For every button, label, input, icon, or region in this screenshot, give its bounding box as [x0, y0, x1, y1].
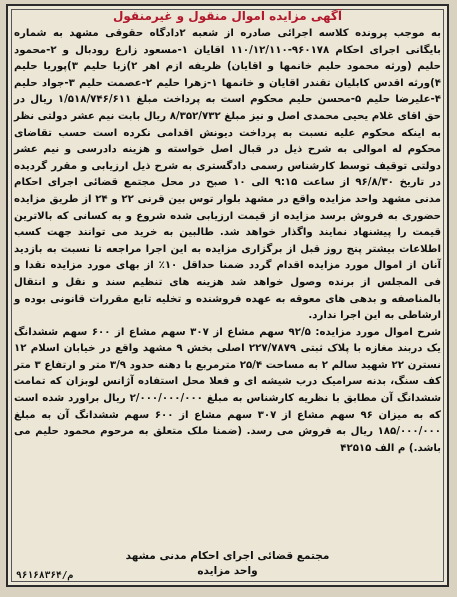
property-description: شرح اموال مورد مزایده: ۹۲/۵ سهم مشاع از ۳۰۷ سهم مشاع از ۶۰۰ سهم ششدانگ یک دربند مغازه با پلاک ثبتی ۲۲۷/۷۸۷۹ اصلی بخش ۹ مشهد واقع در خیابان اسلام ۱۲ نسترن ۲۲ شهید سالم ۲ به مساحت ۲۵/۴ مترمربع با دهنه حدود ۳/۹ متر و ارتفاع ۳ متر کف سنگ، بدنه سرامیک درب شیشه ای و فعلا محل استفاده آژانس لوبزان که تمامت ششدانگ آن مطابق با نظریه کارشناس به مبلغ ۲/۰۰۰/۰۰۰/۰۰۰ ریال براورد شده است که به میزان ۹۶ سهم مشاع از ۳۰۷ سهم مشاع از ۶۰۰ سهم ششدانگ آن به مبلغ ۱۸۵/۰۰۰/۰۰۰ ریال به فروش می رسد. (ضمنا ملک متعلق به مرحوم محمود حلیم می باشد.) م الف ۴۲۵۱۵: [14, 326, 441, 454]
notice-code: ۹۶۱۶۸۳۶۴/م: [16, 570, 74, 581]
notice-body: [14, 26, 441, 457]
notice-title: آگهی مزایده اموال منقول و غیرمنقول: [113, 9, 342, 23]
notice-paragraph: به موجب پرونده کلاسه اجرائی صادره از شعبه ۲دادگاه حقوقی مشهد به شماره بایگانی اجرای احکام ۹۶۰۱۷۸-۱۱۰/۱۲/۱۱۰ اقایان ۱-مسعود زارع رودبال و ۲-محمود حلیم (ورثه محمود حلیم خانمها و اقایان) ظریفه ازم اهر ۲)زبا حلیم ۳)پوریا حلیم ۴)ورثه اقدس کابلیان تقندر اقایان و خانمها ۱-زهرا حلیم ۲-عصمت حلیم ۳-جواد حلیم ۴-علیرضا حلیم ۵-محسن حلیم محکوم است به پرداخت مبلغ ۱/۵۱۸/۷۴۶/۶۱۱ ریال در حق اقای غلام یحیی محمدی اصل و نیز مبلغ ۸/۳۵۲/۷۳۲ ریال بابت نیم عشر دولتی نظر به اینکه محکوم علیه نسبت به پرداخت دیونش اقدامی نکرده است حسب تقاضای محکوم له اموالی به شرح ذیل در قبال اصل خواسته و هزینه دادرسی و نیم عشر دولتی توقیف توسط کارشناس رسمی دادگستری به شرح ذیل ارزیابی و مقرر گردیده در تاریخ ۹۶/۸/۳۰ از ساعت ۹:۱۵ الی ۱۰ صبح در محل مجتمع قضائی اجرای احکام مدنی مشهد واحد مزایده واقع در مشهد بلوار توس بین قرنی ۲۲ و ۲۴ از طریق مزایده حضوری به فروش برسد مزایده از قیمت ارزیابی شده شروع و به کسانی که بالاترین قیمت را پیشنهاد نمایند واگذار خواهد شد. طالبین به خرید می توانند جهت کسب اطلاعات بیشتر پنج روز قبل از برگزاری مزایده به این اجرا مراجعه تا نسبت به بازدید آنان از اموال مورد مزایده اقدام گردد ضمنا حداقل ۱۰٪ از بهای مورد مزایده نقدا و فی المجلس از برنده وصول خواهد شد هزینه های تنظیم سند و نقل و انتقال بالمناصفه و بدهی های معوقه به عهده فروشنده و تخلیه تابع مقررات قانونی بوده و ارشاطی به این اجرا ندارد.: [14, 28, 442, 322]
notice-page: [6, 4, 449, 587]
footer-unit: واحد مزایده: [197, 565, 258, 577]
notice-footer: [8, 549, 447, 579]
footer-authority: مجتمع قضائی اجرای احکام مدنی مشهد: [125, 550, 330, 562]
